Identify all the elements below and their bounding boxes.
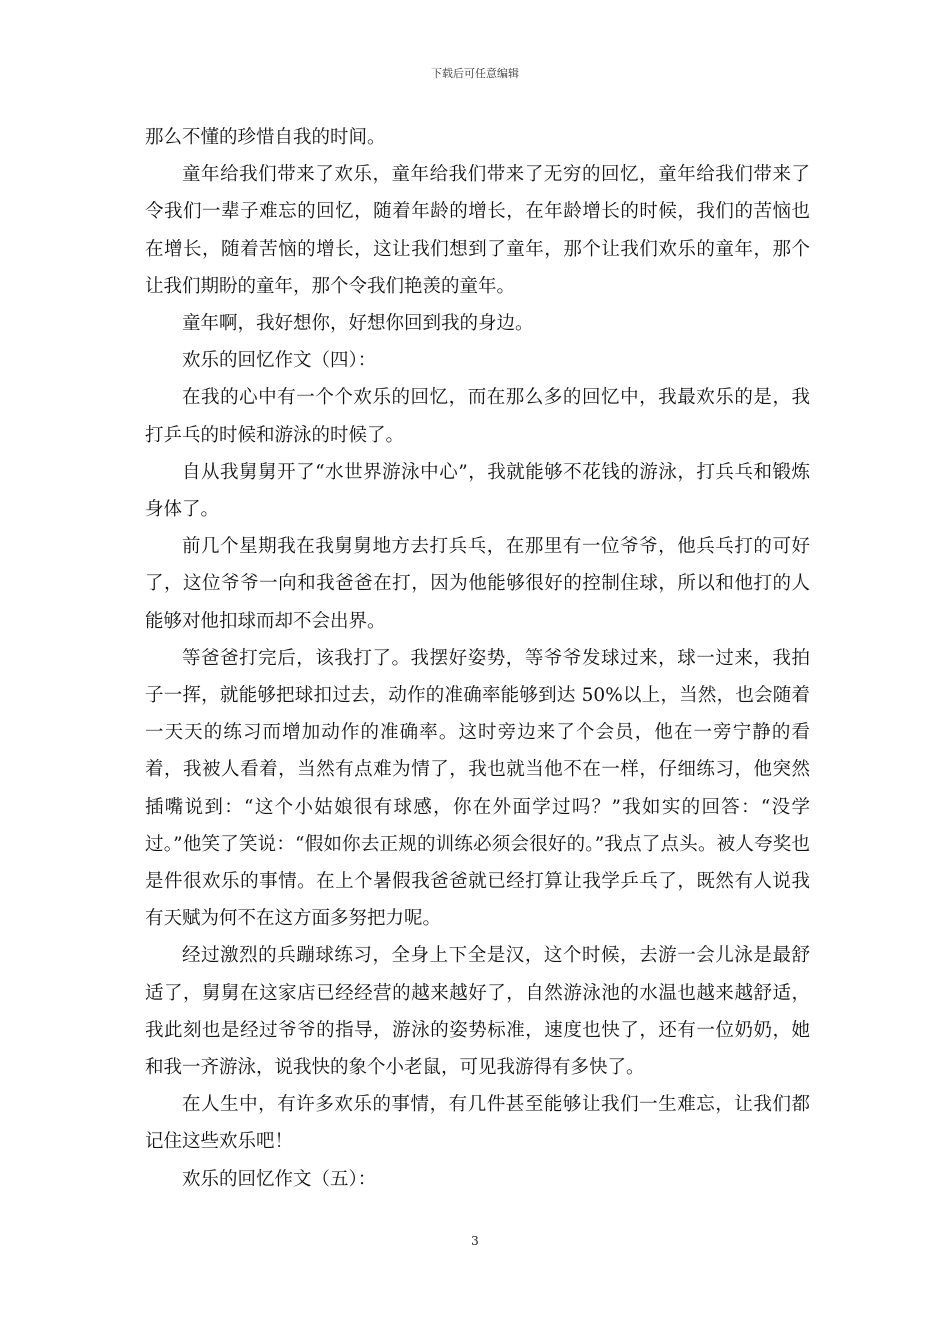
paragraph: 在我的心中有一个个欢乐的回忆，而在那么多的回忆中，我最欢乐的是，我打乒乓的时候和游泳的时候了。 (145, 387, 810, 446)
section-heading: 欢乐的回忆作文（四）： (182, 350, 377, 372)
paragraph: 那么不懂的珍惜自我的时间。 (145, 127, 386, 148)
document-body (145, 119, 810, 1198)
section-heading: 欢乐的回忆作文（五）： (182, 1168, 377, 1190)
paragraph: 童年啊，我好想你，好想你回到我的身边。 (182, 313, 534, 335)
paragraph: 自从我舅舅开了“水世界游泳中心”，我就能够不花钱的游泳，打兵乓和锻炼身体了。 (145, 461, 810, 521)
paragraph: 前几个星期我在我舅舅地方去打兵乓，在那里有一位爷爷，他兵乓打的可好了，这位爷爷一向和我爸爸在打，因为他能够很好的控制住球，所以和他打的人能够对他扣球而却不会出界。 (145, 536, 810, 632)
page-number: 3 (471, 1234, 479, 1248)
paragraph: 童年给我们带来了欢乐，童年给我们带来了无穷的回忆，童年给我们带来了令我们一辈子难忘的回忆，随着年龄的增长，在年龄增长的时候，我们的苦恼也在增长，随着苦恼的增长，这让我们想到了童年，那个让我们欢乐的童年，那个让我们期盼的童年，那个令我们艳羡的童年。 (145, 164, 810, 297)
paragraph: 在人生中，有许多欢乐的事情，有几件甚至能够让我们一生难忘，让我们都记住这些欢乐吧！ (145, 1094, 810, 1153)
paragraph: 经过激烈的兵蹦球练习，全身上下全是汉，这个时候，去游一会儿泳是最舒适了，舅舅在这家店已经经营的越来越好了，自然游泳池的水温也越来越舒适，我此刻也是经过爷爷的指导，游泳的姿势标准，速度也快了，还有一位奶奶，她和我一齐游泳，说我快的象个小老鼠，可见我游得有多快了。 (145, 945, 810, 1079)
paragraph: 等爸爸打完后，该我打了。我摆好姿势，等爷爷发球过来，球一过来，我拍子一挥，就能够把球扣过去，动作的准确率能够到达 50%以上，当然，也会随着一天天的练习而增加动作的准确率。这时旁边来了个会员，他在一旁宁静的看着，我被人看着，当然有点难为情了，我也就当他不在一样，仔细练习，他突然插嘴说到：“这个小姑娘很有球感，你在外面学过吗？”我如实的回答：“没学过。”他笑了笑说：“假如你去正规的训练必须会很好的。”我点了点头。被人夸奖也是件很欢乐的事情。在上个暑假我爸爸就已经打算让我学乒乓了，既然有人说我有天赋为何不在这方面多努把力呢。 (145, 647, 810, 930)
page-header: 下载后可任意编辑 (431, 67, 519, 80)
